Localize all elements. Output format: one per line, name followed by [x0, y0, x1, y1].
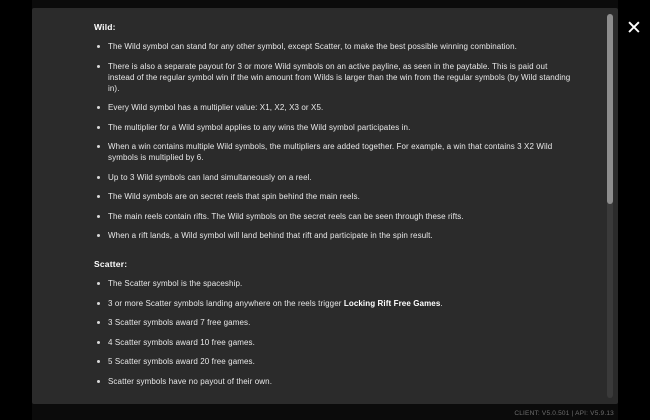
list-item-text: 5 Scatter symbols award 20 free games.	[108, 357, 255, 366]
list-item: There is also a separate payout for 3 or more Wild symbols on an active payline, as seen in the paytable. This is paid out instead of the regular symbol win if the win amount from Wilds is larger than the win from the regular symbols (by Wild standing in).	[94, 61, 574, 94]
scatter-rules-list	[94, 278, 574, 387]
list-item	[94, 317, 574, 328]
list-item	[94, 337, 574, 348]
scrollbar-thumb[interactable]	[607, 14, 613, 204]
wild-rules-list	[94, 41, 574, 241]
list-item: The Wild symbols are on secret reels that spin behind the main reels.	[94, 191, 574, 202]
list-item-emphasis: Locking Rift Free Games	[343, 298, 441, 308]
list-item: The multiplier for a Wild symbol applies to any wins the Wild symbol participates in.	[94, 122, 574, 133]
list-item	[94, 356, 574, 367]
right-letterbox	[618, 0, 650, 420]
close-icon[interactable]: ✕	[626, 18, 642, 39]
list-item	[94, 278, 574, 289]
help-panel	[32, 8, 618, 404]
list-item-text: The Scatter symbol is the spaceship.	[108, 279, 243, 288]
list-item	[94, 298, 574, 309]
list-item-text: Scatter symbols have no payout of their own.	[108, 376, 273, 386]
list-item: The Wild symbol can stand for any other symbol, except Scatter, to make the best possible winning combination.	[94, 41, 574, 52]
list-item: When a rift lands, a Wild symbol will land behind that rift and participate in the spin result.	[94, 230, 574, 241]
list-item: Every Wild symbol has a multiplier value: X1, X2, X3 or X5.	[94, 102, 574, 113]
help-content	[32, 8, 618, 404]
list-item-text: 4 Scatter symbols award 10 free games.	[108, 337, 255, 347]
list-item-text-end: .	[440, 298, 443, 308]
version-footer: CLIENT: V5.0.501 | API: V5.9.13	[514, 410, 614, 417]
list-item-text: 3 Scatter symbols award 7 free games.	[108, 318, 251, 327]
scrollbar-track[interactable]	[607, 14, 613, 398]
list-item: Up to 3 Wild symbols can land simultaneously on a reel.	[94, 172, 574, 183]
list-item: When a win contains multiple Wild symbols, the multipliers are added together. For example, a win that contains 3 X2 Wild symbols is multiplied by 6.	[94, 141, 574, 163]
list-item: The main reels contain rifts. The Wild symbols on the secret reels can be seen through these rifts.	[94, 211, 574, 222]
list-item-text: 3 or more Scatter symbols landing anywhere on the reels trigger	[108, 298, 344, 308]
list-item	[94, 376, 574, 387]
wild-section-title: Wild:	[94, 22, 116, 32]
scatter-section-title: Scatter:	[94, 259, 128, 269]
left-letterbox	[0, 0, 32, 420]
